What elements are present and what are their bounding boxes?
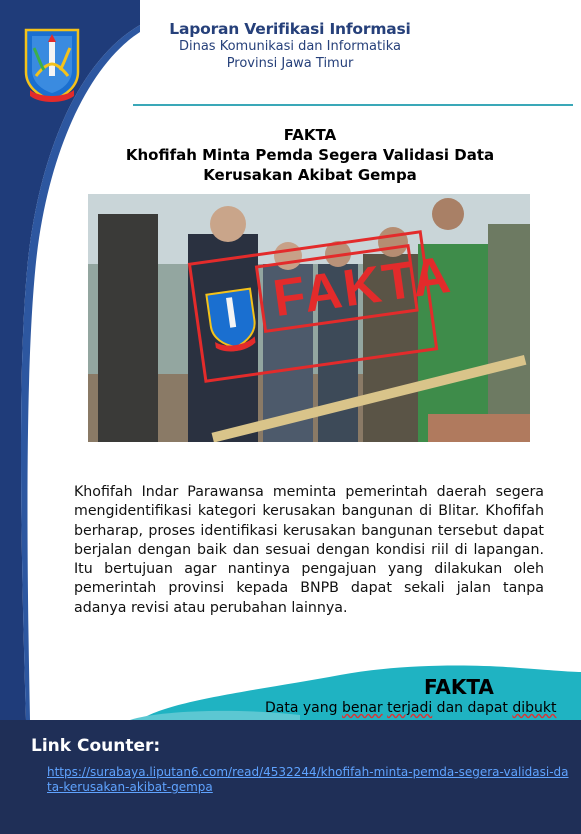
stamp-emblem (202, 284, 262, 355)
stamp-text: FAKTA (269, 245, 456, 329)
source-link[interactable]: https://surabaya.liputan6.com/read/4532244/khofifah-minta-pemda-segera-validasi-data-kerusakan-akibat-gempa (47, 765, 569, 794)
fakta-definition-part: Data yang (265, 700, 342, 716)
headline-line-1: Khofifah Minta Pemda Segera Validasi Data (125, 146, 495, 164)
link-counter-title: Link Counter: (31, 736, 161, 756)
headline-line-2: Kerusakan Akibat Gempa (203, 166, 417, 184)
fakta-definition (265, 700, 557, 716)
province-name: Provinsi Jawa Timur (226, 56, 354, 71)
agency-name: Dinas Komunikasi dan Informatika (178, 39, 401, 54)
article-body: Khofifah Indar Parawansa meminta pemerintah daerah segera mengidentifikasi kategori kerusakan bangunan di Blitar. Khofifah berharap, proses identifikasi kerusakan bangunan tersebut dapat berjalan dengan baik dan sesuai dengan kondisi riil di lapangan. Itu bertujuan agar nantinya pengajuan yang dilakukan oleh pemerintah provinsi kepada BNPB dapat sekali jalan tanpa adanya revisi atau perubahan lainnya. (74, 484, 544, 616)
fakta-definition-word: dibukt (512, 700, 557, 716)
fakta-definition-word: terjadi (387, 700, 433, 716)
fakta-definition-part: dan dapat (432, 700, 513, 716)
report-header (150, 20, 430, 72)
report-title: Laporan Verifikasi Informasi (169, 20, 411, 38)
fakta-definition-word: benar (341, 700, 383, 716)
verdict-label: FAKTA (283, 126, 337, 144)
article-title-block (60, 126, 560, 185)
header-divider (133, 104, 573, 106)
fakta-footer-label: FAKTA (424, 675, 494, 699)
east-java-emblem (22, 24, 82, 104)
